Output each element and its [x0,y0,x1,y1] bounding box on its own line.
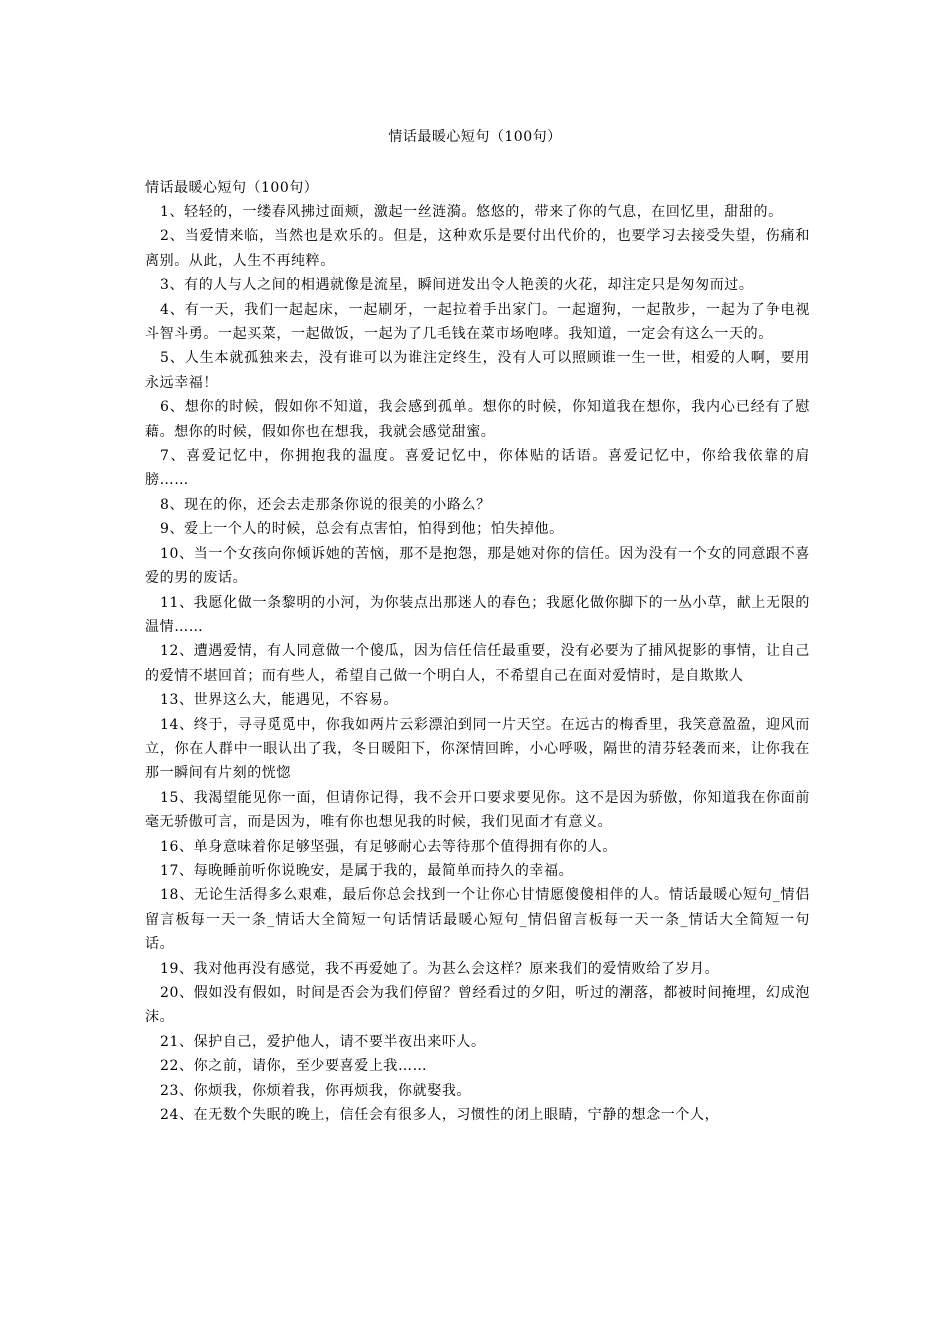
paragraph-5: 5、人生本就孤独来去，没有谁可以为谁注定终生，没有人可以照顾谁一生一世，相爱的人啊，要用永远幸福！ [145,350,810,391]
paragraph-6: 6、想你的时候，假如你不知道，我会感到孤单。想你的时候，你知道我在想你，我内心已经有了慰藉。想你的时候，假如你也在想我，我就会感觉甜蜜。 [145,399,810,440]
paragraph-16: 16、单身意味着你足够坚强，有足够耐心去等待那个值得拥有你的人。 [160,838,618,855]
paragraph-15: 15、我渴望能见你一面，但请你记得，我不会开口要求要见你。这不是因为骄傲，你知道我在你面前毫无骄傲可言，而是因为，唯有你也想见我的时候，我们见面才有意义。 [145,789,810,831]
paragraph-12: 12、遭遇爱情，有人同意做一个傻瓜，因为信任信任最重要，没有必要为了捕风捉影的事情，让自己的爱情不堪回首；而有些人，希望自己做一个明白人，不希望自己在面对爱情时，是自欺欺人 [145,643,810,684]
paragraph-1: 1、轻轻的，一缕春风拂过面颊，激起一丝涟漪。悠悠的，带来了你的气息，在回忆里，甜甜的。 [160,204,783,220]
paragraph-19: 19、我对他再没有感觉，我不再爱她了。为甚么会这样？原来我们的爱情败给了岁月。 [160,960,720,977]
paragraph-18: 18、无论生活得多么艰难，最后你总会找到一个让你心甘情愿傻傻相伴的人。情话最暖心短句_情侣留言板每一天一条_情话大全简短一句话情话最暖心短句_情侣留言板每一天一条_情话大全简短一句话。 [145,887,810,953]
paragraph-20: 20、假如没有假如，时间是否会为我们停留？曾经看过的夕阳，听过的潮落，都被时间掩埋，幻成泡沫。 [145,985,810,1026]
paragraph-3: 3、有的人与人之间的相遇就像是流星，瞬间迸发出令人艳羡的火花，却注定只是匆匆而过。 [160,277,754,294]
paragraph-14: 14、终于，寻寻觅觅中，你我如两片云彩漂泊到同一片天空。在远古的梅香里，我笑意盈盈，迎风而立，你在人群中一眼认出了我，冬日暖阳下，你深情回眸，小心呼吸，隔世的清芬轻袭而来，让你我在那一瞬间有片刻的恍惚 [145,716,810,782]
paragraph-13: 13、世界这么大，能遇见，不容易。 [160,692,399,709]
paragraph-8: 8、现在的你，还会去走那条你说的很美的小路么？ [160,496,491,513]
paragraph-22: 22、你之前，请你，至少要喜爱上我…… [160,1058,428,1075]
paragraph-10: 10、当一个女孩向你倾诉她的苦恼，那不是抱怨，那是她对你的信任。因为没有一个女的同意跟不喜爱的男的废话。 [145,545,810,587]
paragraph-2: 2、当爱情来临，当然也是欢乐的。但是，这种欢乐是要付出代价的，也要学习去接受失望，伤痛和离别。从此，人生不再纯粹。 [145,228,810,269]
document-body [145,176,810,1127]
paragraph-23: 23、你烦我，你烦着我，你再烦我，你就娶我。 [160,1082,472,1099]
document-subtitle: 情话最暖心短句（100句） [145,180,319,196]
paragraph-24: 24、在无数个失眠的晚上，信任会有很多人，习惯性的闭上眼睛，宁静的想念一个人， [160,1107,720,1124]
paragraph-21: 21、保护自己，爱护他人，请不要半夜出来吓人。 [160,1033,486,1050]
paragraph-17: 17、每晚睡前听你说晚安，是属于我的，最简单而持久的幸福。 [160,862,574,879]
paragraph-4: 4、有一天，我们一起起床，一起刷牙，一起拉着手出家门。一起遛狗，一起散步，一起为了争电视斗智斗勇。一起买菜，一起做饭，一起为了几毛钱在菜市场咆哮。我知道，一定会有这么一天的。 [145,301,810,343]
document-title: 情话最暖心短句（100句） [388,129,562,145]
paragraph-9: 9、爱上一个人的时候，总会有点害怕，怕得到他；怕失掉他。 [160,521,564,538]
paragraph-7: 7、喜爱记忆中，你拥抱我的温度。喜爱记忆中，你体贴的话语。喜爱记忆中，你给我依靠的肩膀…… [145,448,810,489]
paragraph-11: 11、我愿化做一条黎明的小河，为你装点出那迷人的春色；我愿化做你脚下的一丛小草，献上无限的温情…… [145,594,810,635]
